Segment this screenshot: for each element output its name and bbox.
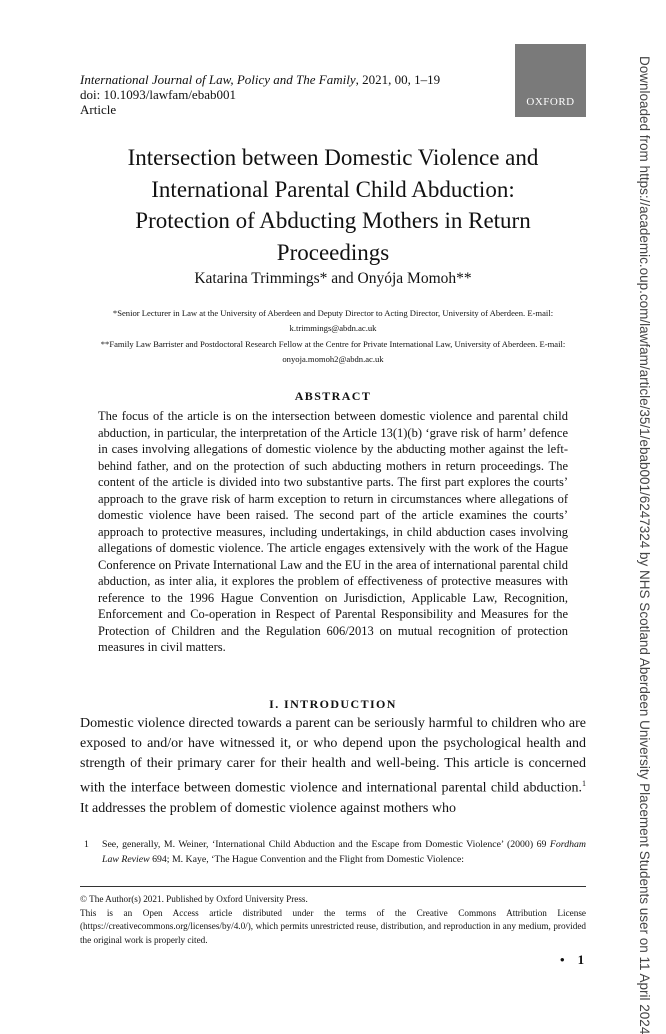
- affiliation-second-author: **Family Law Barrister and Postdoctoral Research Fellow at the Centre for Private International Law, University of Aberdeen. E-mail: onyoja.momoh2@abdn.ac.uk: [100, 339, 566, 364]
- title-line: International Parental Child Abduction:: [151, 176, 515, 202]
- download-notice-strip: [628, 56, 652, 1034]
- footnote-text-part2: 694; M. Kaye, ‘The Hague Convention and the Flight from Domestic Violence:: [149, 854, 464, 865]
- license-divider: [80, 886, 586, 887]
- oxford-logo-text: OXFORD: [526, 96, 575, 108]
- title-line: Intersection between Domestic Violence and: [127, 145, 539, 170]
- license-block: [80, 893, 586, 947]
- footnote-reference[interactable]: 1: [582, 779, 586, 788]
- journal-details: , 2021, 00, 1–19: [355, 72, 441, 87]
- journal-name: International Journal of Law, Policy and The Family: [80, 72, 356, 87]
- journal-citation: [80, 72, 440, 87]
- abstract-text: The focus of the article is on the intersection between domestic violence and parental child abduction, in particular, the interpretation of the Article 13(1)(b) ‘grave risk of harm’ defence in cases involving allegations of domestic violence by the abducting mother against the left-behind father, and on the protection of such abducting mothers in return proceedings. The content of the article is divided into two substantive parts. The first part explores the courts’ approach to the grave risk of harm exception to return in circumstances where allegations of domestic violence have been raised. The second part of the article examines the courts’ approach to protective measures, including undertakings, in child abduction cases involving allegations of domestic violence. The article engages extensively with the work of the Hague Conference on Private International Law and the EU in the area of international parental child abduction, as inter alia, it explores the problem of effectiveness of protective measures with reference to the 1996 Hague Convention on Jurisdiction, Applicable Law, Recognition, Enforcement and Co-operation in Respect of Parental Responsibility and Measures for the Protection of Children and the Regulation 606/2013 on mutual recognition of protection measures in civil matters.: [98, 409, 568, 654]
- authors: Katarina Trimmings* and Onyója Momoh**: [194, 270, 472, 287]
- title-line: Proceedings: [276, 239, 390, 265]
- page-marker: •: [560, 952, 565, 967]
- footnote-journal-name: Fordham Law Review: [102, 839, 586, 865]
- intro-text-part1: Domestic violence directed towards a parent can be seriously harmful to children who are exposed to and/or have witnessed it, or who depend upon the psychological health and strength of their primary carer for their health and well-being. This article is concerned with the interface between domestic violence and international parental child abduction.: [80, 716, 586, 796]
- article-title: [80, 142, 586, 268]
- affiliation-first-author: *Senior Lecturer in Law at the University of Aberdeen and Deputy Director to Acting Director, University of Aberdeen. E-mail: k.trimmings@abdn.ac.uk: [112, 308, 554, 333]
- footnote: [80, 837, 586, 867]
- copyright-notice: © The Author(s) 2021. Published by Oxford University Press.: [80, 894, 308, 904]
- download-notice: Downloaded from https://academic.oup.com/lawfam/article/35/1/ebab001/6247324 by NHS Scotland Aberdeen University Placement Students user on 11 April 2024: [637, 56, 652, 1034]
- footnote-text-part1: See, generally, M. Weiner, ‘International Child Abduction and the Escape from Domestic Violence’ (2000) 69: [102, 839, 550, 850]
- section-heading-introduction: I. INTRODUCTION: [269, 697, 397, 711]
- doi: doi: 10.1093/lawfam/ebab001: [80, 87, 236, 102]
- footnote-number: 1: [84, 839, 89, 850]
- license-text: This is an Open Access article distributed under the terms of the Creative Commons Attribution License (https://creativecommons.org/licenses/by/4.0/), which permits unrestricted reuse, distribution, and reproduction in any medium, provided the original work is properly cited.: [80, 907, 586, 945]
- introduction-text: [80, 714, 586, 819]
- page-number: [560, 952, 584, 968]
- footnote-text: [102, 837, 586, 867]
- article-type: Article: [80, 102, 117, 117]
- page-number-value: 1: [577, 952, 585, 967]
- title-line: Protection of Abducting Mothers in Return: [135, 208, 531, 233]
- oxford-logo: [515, 44, 586, 117]
- journal-header: [80, 72, 440, 117]
- intro-text-part2: It addresses the problem of domestic violence against mothers who: [80, 800, 456, 816]
- abstract-heading: ABSTRACT: [294, 389, 372, 403]
